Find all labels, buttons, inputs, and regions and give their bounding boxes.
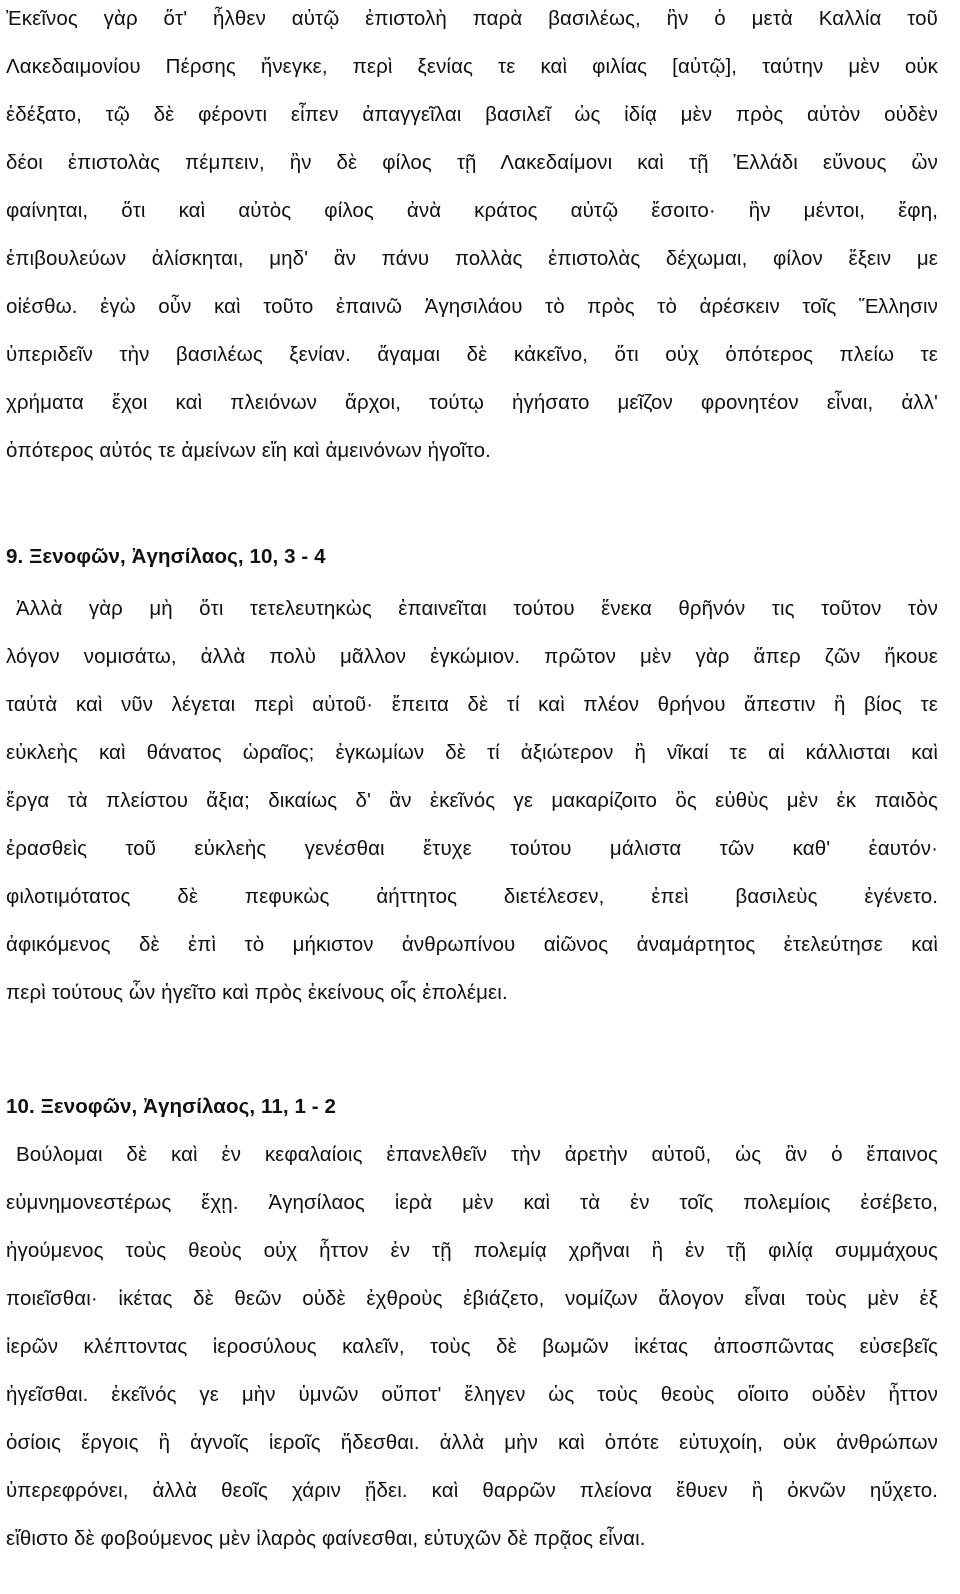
section-heading: 10. Ξενοφῶν, Ἀγησίλαος, 11, 1 - 2 bbox=[6, 1095, 336, 1118]
text-line: ὑπεριδεῖν τὴν βασιλέως ξενίαν. ἄγαμαι δὲ κἀκεῖνο, ὅτι οὐχ ὁπότερος πλείω τε bbox=[6, 343, 938, 366]
text-line: εἴθιστο δὲ φοβούμενος μὲν ἱλαρὸς φαίνεσθαι, εὐτυχῶν δὲ πρᾷος εἶναι. bbox=[6, 1527, 646, 1550]
text-line: λόγον νομισάτω, ἀλλὰ πολὺ μᾶλλον ἐγκώμιον. πρῶτον μὲν γὰρ ἅπερ ζῶν ἤκουε bbox=[6, 645, 938, 668]
text-line: Ἐκεῖνος γὰρ ὅτ' ἦλθεν αὐτῷ ἐπιστολὴ παρὰ βασιλέως, ἣν ὁ μετὰ Καλλία τοῦ bbox=[6, 7, 938, 30]
text-line: ποιεῖσθαι· ἱκέτας δὲ θεῶν οὐδὲ ἐχθροὺς ἐβιάζετο, νομίζων ἄλογον εἶναι τοὺς μὲν ἐξ bbox=[6, 1287, 938, 1310]
text-line: χρήματα ἔχοι καὶ πλειόνων ἄρχοι, τούτῳ ἡγήσατο μεῖζον φρονητέον εἶναι, ἀλλ' bbox=[6, 391, 938, 414]
text-line: ἔργα τὰ πλείστου ἄξια; δικαίως δ' ἂν ἐκεῖνός γε μακαρίζοιτο ὃς εὐθὺς μὲν ἐκ παιδὸς bbox=[6, 789, 938, 812]
text-line: ἐρασθεὶς τοῦ εὐκλεὴς γενέσθαι ἔτυχε τούτου μάλιστα τῶν καθ' ἑαυτόν· bbox=[6, 837, 938, 860]
text-line: ἡγεῖσθαι. ἐκεῖνός γε μὴν ὑμνῶν οὔποτ' ἔληγεν ὡς τοὺς θεοὺς οἴοιτο οὐδὲν ἧττον bbox=[6, 1383, 938, 1406]
text-line: ὁσίοις ἔργοις ἢ ἁγνοῖς ἱεροῖς ἥδεσθαι. ἀλλὰ μὴν καὶ ὁπότε εὐτυχοίη, οὐκ ἀνθρώπων bbox=[6, 1431, 938, 1454]
text-line: εὐκλεὴς καὶ θάνατος ὡραῖος; ἐγκωμίων δὲ τί ἀξιώτερον ἢ νῖκαί τε αἱ κάλλισται καὶ bbox=[6, 741, 938, 764]
text-line: περὶ τούτους ὧν ἡγεῖτο καὶ πρὸς ἐκείνους οἷς ἐπολέμει. bbox=[6, 981, 508, 1004]
text-line: Ἀλλὰ γὰρ μὴ ὅτι τετελευτηκὼς ἐπαινεῖται τούτου ἕνεκα θρῆνόν τις τοῦτον τὸν bbox=[16, 597, 938, 620]
section-heading: 9. Ξενοφῶν, Ἀγησίλαος, 10, 3 - 4 bbox=[6, 545, 326, 568]
text-line: Λακεδαιμονίου Πέρσης ἤνεγκε, περὶ ξενίας τε καὶ φιλίας [αὐτῷ], ταύτην μὲν οὐκ bbox=[6, 55, 938, 78]
text-line: ὁπότερος αὐτός τε ἀμείνων εἴη καὶ ἀμεινόνων ἡγοῖτο. bbox=[6, 439, 491, 462]
text-line: ἱερῶν κλέπτοντας ἱεροσύλους καλεῖν, τοὺς δὲ βωμῶν ἱκέτας ἀποσπῶντας εὐσεβεῖς bbox=[6, 1335, 938, 1358]
text-line: ἀφικόμενος δὲ ἐπὶ τὸ μήκιστον ἀνθρωπίνου αἰῶνος ἀναμάρτητος ἐτελεύτησε καὶ bbox=[6, 933, 938, 956]
text-line: φιλοτιμότατος δὲ πεφυκὼς ἀήττητος διετέλεσεν, ἐπεὶ βασιλεὺς ἐγένετο. bbox=[6, 885, 938, 908]
text-line: ἐπιβουλεύων ἁλίσκηται, μηδ' ἂν πάνυ πολλὰς ἐπιστολὰς δέχωμαι, φίλον ἕξειν με bbox=[6, 247, 938, 270]
text-line: Βούλομαι δὲ καὶ ἐν κεφαλαίοις ἐπανελθεῖν τὴν ἀρετὴν αὐτοῦ, ὡς ἂν ὁ ἔπαινος bbox=[16, 1143, 938, 1166]
text-line: εὐμνημονεστέρως ἔχῃ. Ἀγησίλαος ἱερὰ μὲν καὶ τὰ ἐν τοῖς πολεμίοις ἐσέβετο, bbox=[6, 1191, 938, 1214]
text-line: ἐδέξατο, τῷ δὲ φέροντι εἶπεν ἀπαγγεῖλαι βασιλεῖ ὡς ἰδίᾳ μὲν πρὸς αὐτὸν οὐδὲν bbox=[6, 103, 938, 126]
text-line: φαίνηται, ὅτι καὶ αὐτὸς φίλος ἀνὰ κράτος αὐτῷ ἔσοιτο· ἢν μέντοι, ἔφη, bbox=[6, 199, 938, 222]
text-line: ἡγούμενος τοὺς θεοὺς οὐχ ἧττον ἐν τῇ πολεμίᾳ χρῆναι ἢ ἐν τῇ φιλίᾳ συμμάχους bbox=[6, 1239, 938, 1262]
text-line: ὑπερεφρόνει, ἀλλὰ θεοῖς χάριν ᾔδει. καὶ θαρρῶν πλείονα ἔθυεν ἢ ὀκνῶν ηὔχετο. bbox=[6, 1479, 938, 1502]
text-line: δέοι ἐπιστολὰς πέμπειν, ἢν δὲ φίλος τῇ Λακεδαίμονι καὶ τῇ Ἑλλάδι εὔνους ὢν bbox=[6, 151, 938, 174]
text-line: ταὐτὰ καὶ νῦν λέγεται περὶ αὐτοῦ· ἔπειτα δὲ τί καὶ πλέον θρήνου ἄπεστιν ἢ βίος τε bbox=[6, 693, 938, 716]
text-line: οἰέσθω. ἐγὼ οὖν καὶ τοῦτο ἐπαινῶ Ἀγησιλάου τὸ πρὸς τὸ ἀρέσκειν τοῖς Ἕλλησιν bbox=[6, 295, 938, 318]
